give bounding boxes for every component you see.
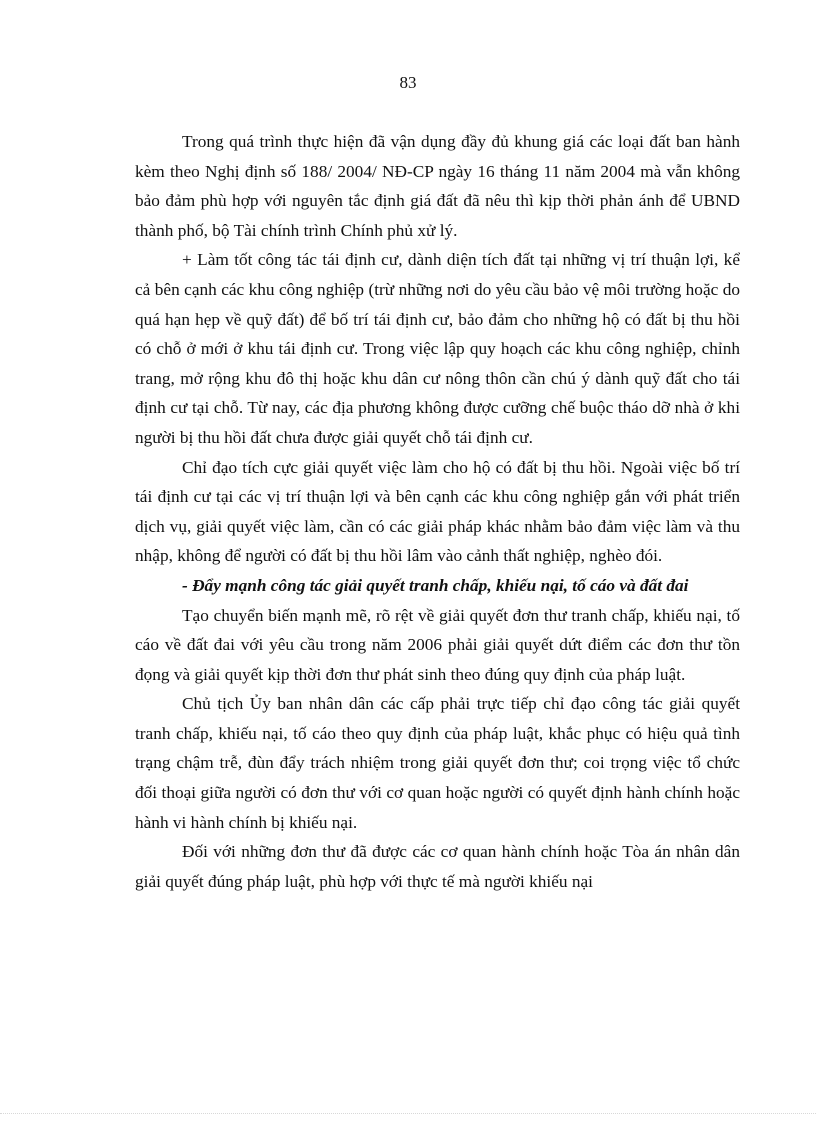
section-heading: - Đẩy mạnh công tác giải quyết tranh chấp, khiếu nại, tố cáo và đất đai <box>182 575 689 595</box>
page-number: 83 <box>399 73 417 92</box>
page-bottom-divider <box>0 1113 816 1114</box>
paragraph-committee-chairman: Chủ tịch Ủy ban nhân dân các cấp phải trực tiếp chỉ đạo công tác giải quyết tranh chấp, khiếu nại, tố cáo theo quy định của pháp luật, khắc phục có hiệu quả tình trạng chậm trễ, đùn đẩy trách nhiệm trong giải quyết đơn thư; coi trọng việc tổ chức đối thoại giữa người có đơn thư với cơ quan hoặc người có quyết định hành chính hoặc hành vi hành chính bị khiếu nại. <box>135 694 740 832</box>
paragraph-land-price-framework: Trong quá trình thực hiện đã vận dụng đầy đủ khung giá các loại đất ban hành kèm theo Nghị định số 188/ 2004/ NĐ-CP ngày 16 tháng 11 năm 2004 mà vẫn không bảo đảm phù hợp với nguyên tắc định giá đất đã nêu thì kịp thời phản ánh để UBND thành phố, bộ Tài chính trình Chính phủ xử lý. <box>135 132 740 240</box>
paragraph-resolved-complaints: Đối với những đơn thư đã được các cơ quan hành chính hoặc Tòa án nhân dân giải quyết đúng pháp luật, phù hợp với thực tế mà người khiếu nại <box>135 842 740 891</box>
paragraph-resettlement: + Làm tốt công tác tái định cư, dành diện tích đất tại những vị trí thuận lợi, kể cả bên cạnh các khu công nghiệp (trừ những nơi do yêu cầu bảo vệ môi trường hoặc do quá hạn hẹp về quỹ đất) để bố trí tái định cư, bảo đảm cho những hộ có đất bị thu hồi có chỗ ở mới ở khu tái định cư. Trong việc lập quy hoạch các khu công nghiệp, chỉnh trang, mở rộng khu đô thị hoặc khu dân cư nông thôn cần chú ý dành quỹ đất cho tái định cư tại chỗ. Từ nay, các địa phương không được cưỡng chế buộc tháo dỡ nhà ở khi người bị thu hồi đất chưa được giải quyết chỗ tái định cư. <box>135 250 740 447</box>
paragraph-dispute-resolution: Tạo chuyển biến mạnh mẽ, rõ rệt về giải quyết đơn thư tranh chấp, khiếu nại, tố cáo về đất đai với yêu cầu trong năm 2006 phải giải quyết dứt điểm các đơn thư tồn đọng và giải quyết kịp thời đơn thư phát sinh theo đúng quy định của pháp luật. <box>135 605 740 684</box>
paragraph-employment: Chỉ đạo tích cực giải quyết việc làm cho hộ có đất bị thu hồi. Ngoài việc bố trí tái định cư tại các vị trí thuận lợi và bên cạnh các khu công nghiệp gắn với phát triển dịch vụ, giải quyết việc làm, cần có các giải pháp khác nhằm bảo đảm việc làm và thu nhập, không để người có đất bị thu hồi lâm vào cảnh thất nghiệp, nghèo đói. <box>135 457 740 566</box>
body-text <box>135 127 740 896</box>
